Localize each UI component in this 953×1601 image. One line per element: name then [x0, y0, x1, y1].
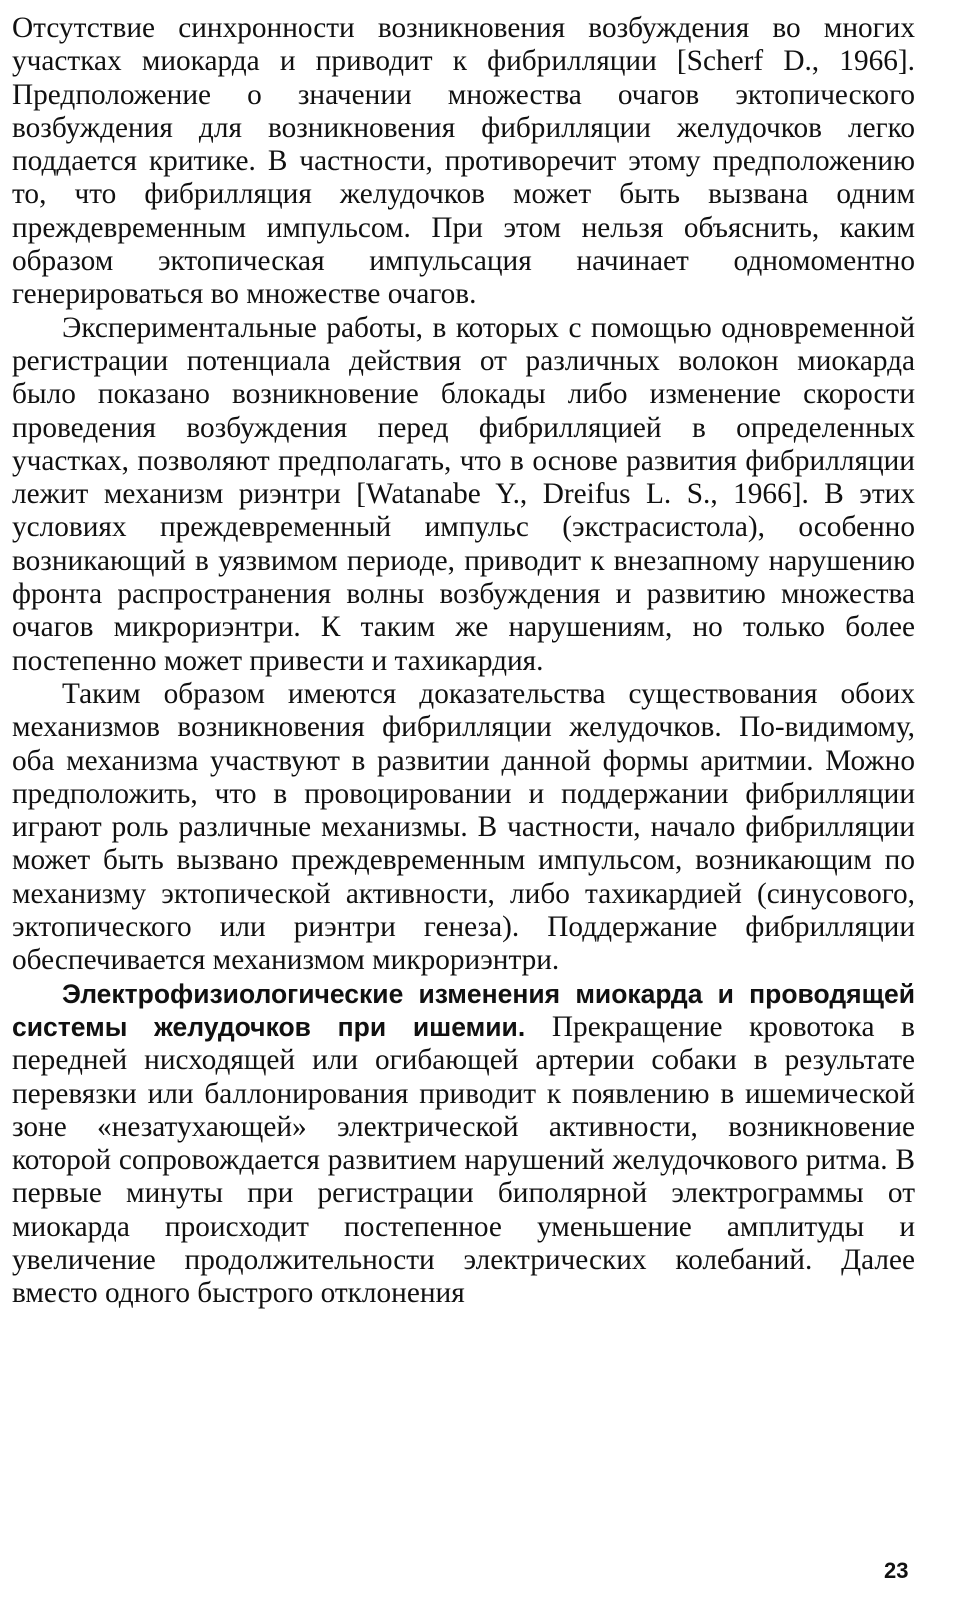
paragraph-3-text: Таким образом имеются доказательства существования обоих механизмов возникновения фибрилляции желудочков. По-видимому, оба механизма участвуют в развитии данной формы аритмии. Можно предположить, что в провоцировании и поддержании фибрилляции играют роль различные механизмы. В частности, начало фибрилляции может быть вызвано преждевременным импульсом, возникающим по механизму эктопической активности, либо тахикардией (синусового, эктопического или риэнтри генеза). Поддержание фибрилляции обеспечивается механизмом микрориэнтри.: [12, 677, 915, 977]
paragraph-4-text: Прекращение кровотока в передней нисходящей или огибающей артерии собаки в результате перевязки или баллонирования приводит к появлению в ишемической зоне «незатухающей» электрической активности, возникновение которой сопровождается развитием нарушений желудочкового ритма. В первые минуты при регистрации биполярной электрограммы от миокарда происходит постепенное уменьшение амплитуды и увеличение продолжительности электрических колебаний. Далее вместо одного быстрого отклонения: [12, 1010, 915, 1310]
paragraph-2-text: Экспериментальные работы, в которых с помощью одновременной регистрации потенциала действия от различных волокон миокарда было показано возникновение блокады либо изменение скорости проведения возбуждения перед фибрилляцией в определенных участках, позволяют предполагать, что в основе развития фибрилляции лежит механизм риэнтри [Watanabe Y., Dreifus L. S., 1966]. В этих условиях преждевременный импульс (экстрасистола), особенно возникающий в уязвимом периоде, приводит к внезапному нарушению фронта распространения волны возбуждения и развитию множества очагов микрориэнтри. К таким же нарушениям, но только более постепенно может привести и тахикардия.: [12, 311, 915, 677]
paragraph-2: [12, 312, 915, 678]
paragraph-1-text: Отсутствие синхронности возникновения возбуждения во многих участках миокарда и приводит к фибрилляции [Scherf D., 1966]. Предположение о значении множества очагов эктопического возбуждения для возникновения фибрилляции желудочков легко поддается критике. В частности, противоречит этому предположению то, что фибрилляция желудочков может быть вызвана одним преждевременным импульсом. При этом нельзя объяснить, каким образом эктопическая импульсация начинает одномоментно генерироваться во множестве очагов.: [12, 12, 915, 311]
section-heading: Электрофизиологические изменения миокарда и проводящей системы желудочков при ишемии.: [12, 978, 915, 1042]
paragraph-1: [12, 12, 915, 312]
page-number: 23: [884, 1558, 909, 1583]
paragraph-4: [12, 978, 915, 1311]
body-text: [12, 12, 915, 1311]
paragraph-3: [12, 678, 915, 978]
